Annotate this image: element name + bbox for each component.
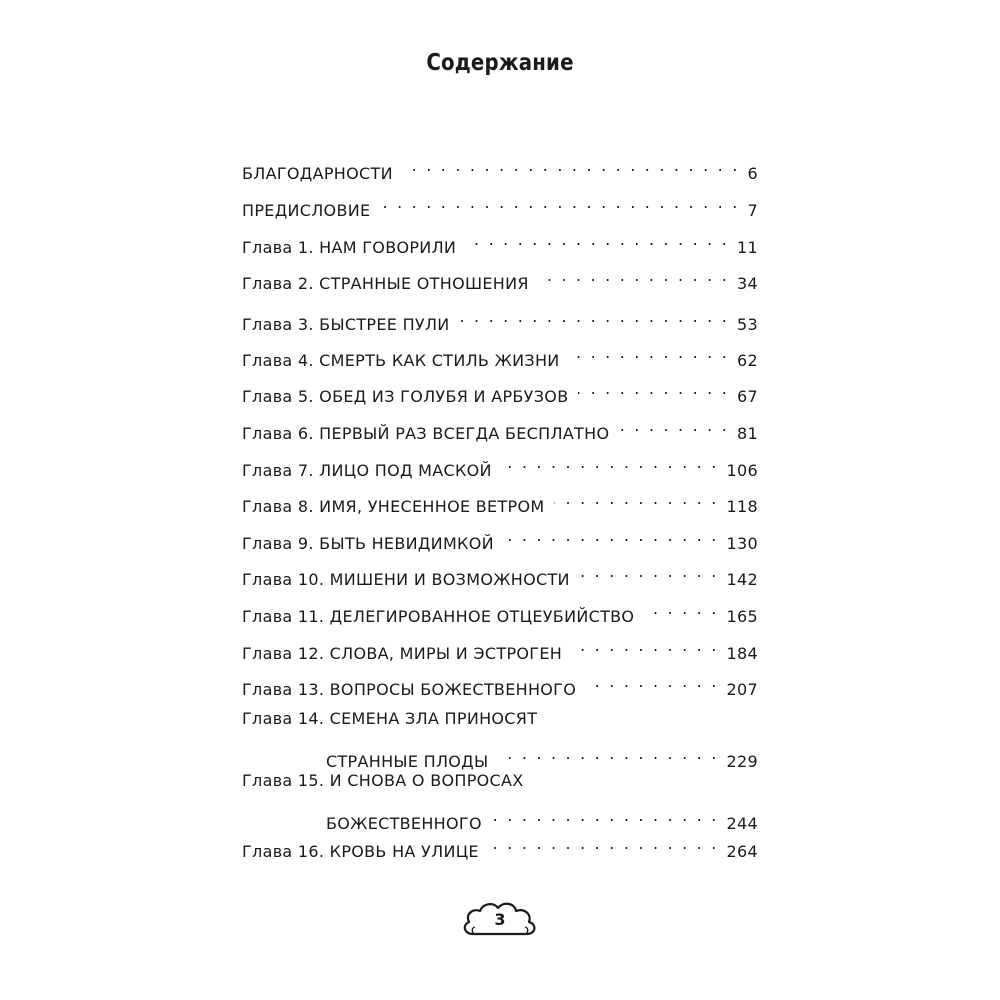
toc-entry-chapter-12[interactable] (242, 632, 758, 663)
toc-entry-title: БЫСТРЕЕ ПУЛИ (319, 315, 450, 334)
toc-entry-chapter-4[interactable] (242, 339, 758, 370)
dot-leader (380, 189, 739, 216)
toc-chapter-label: Глава 12. (242, 644, 325, 663)
dot-leader (578, 375, 729, 402)
toc-entry-chapter-8[interactable] (242, 485, 758, 516)
dot-leader (554, 485, 718, 512)
dot-leader (504, 522, 719, 549)
toc-chapter-label: Глава 4. (242, 351, 314, 370)
toc-chapter-label: Глава 9. (242, 534, 314, 553)
toc-chapter-label: Глава 3. (242, 315, 314, 334)
toc-entry-acknowledgements[interactable] (242, 152, 758, 183)
toc-page-number: 207 (726, 680, 758, 699)
dot-leader (460, 303, 729, 330)
toc-entry-chapter-2[interactable] (242, 262, 758, 293)
dot-leader (403, 152, 740, 179)
dot-leader (492, 802, 719, 829)
toc-page-number: 142 (726, 570, 758, 589)
toc-entry-chapter-10[interactable] (242, 558, 758, 589)
toc-entry-chapter-15[interactable] (242, 767, 758, 833)
toc-page-number: 244 (726, 814, 758, 833)
toc-entry-preface[interactable] (242, 189, 758, 220)
toc-entry-title: СМЕРТЬ КАК СТИЛЬ ЖИЗНИ (319, 351, 560, 370)
toc-chapter-label: Глава 10. (242, 570, 325, 589)
toc-entry-chapter-13[interactable] (242, 668, 758, 699)
toc-page-number: 229 (726, 752, 758, 771)
toc-page-number: 130 (726, 534, 758, 553)
toc-chapter-label: Глава 11. (242, 607, 325, 626)
dot-leader (489, 830, 719, 857)
toc-entry-title: И СНОВА О ВОПРОСАХ (329, 771, 524, 790)
dot-leader (580, 558, 719, 585)
toc-entry-chapter-7[interactable] (242, 449, 758, 480)
toc-entry-title-continued: СТРАННЫЕ ПЛОДЫ (326, 752, 489, 771)
toc-entry-title: СЛОВА, МИРЫ И ЭСТРОГЕН (329, 644, 563, 663)
toc-entry-title: ПЕРВЫЙ РАЗ ВСЕГДА БЕСПЛАТНО (319, 424, 610, 443)
toc-entry-title: ЛИЦО ПОД МАСКОЙ (319, 461, 492, 480)
toc-entry-chapter-1[interactable] (242, 226, 758, 257)
dot-leader (498, 740, 718, 767)
toc-page-number: 53 (737, 315, 758, 334)
toc-page-number: 81 (737, 424, 758, 443)
toc-entry-title: ИМЯ, УНЕСЕННОЕ ВЕТРОМ (319, 497, 545, 516)
toc-entry-title: БЫТЬ НЕВИДИМКОЙ (319, 534, 494, 553)
toc-page-number: 106 (726, 461, 758, 480)
toc-chapter-label: Глава 7. (242, 461, 314, 480)
toc-chapter-label: Глава 1. (242, 238, 314, 257)
toc-chapter-label: Глава 5. (242, 387, 314, 406)
dot-leader (586, 668, 718, 695)
dot-leader (502, 449, 719, 476)
toc-entry-chapter-6[interactable] (242, 412, 758, 443)
toc-entry-chapter-5[interactable] (242, 375, 758, 406)
toc-entry-chapter-3[interactable] (242, 303, 758, 334)
toc-chapter-label: Глава 2. (242, 274, 314, 293)
toc-page-number: 34 (737, 274, 758, 293)
page-number: 3 (494, 910, 506, 929)
toc-entry-title: ВОПРОСЫ БОЖЕСТВЕННОГО (329, 680, 577, 699)
toc-chapter-label: Глава 6. (242, 424, 314, 443)
toc-page-number: 165 (726, 607, 758, 626)
toc-entry-title: СТРАННЫЕ ОТНОШЕНИЯ (319, 274, 529, 293)
dot-leader (644, 595, 718, 622)
toc-entry-chapter-11[interactable] (242, 595, 758, 626)
toc-page-number: 7 (747, 201, 758, 220)
toc-entry-title: ДЕЛЕГИРОВАННОЕ ОТЦЕУБИЙСТВО (329, 607, 635, 626)
toc-entry-title: СЕМЕНА ЗЛА ПРИНОСЯТ (329, 709, 538, 728)
toc-entry-title-continued: БОЖЕСТВЕННОГО (326, 814, 482, 833)
toc-entry-chapter-16[interactable] (242, 830, 758, 861)
page-title: Содержание (426, 50, 574, 76)
toc-page-number: 118 (726, 497, 758, 516)
toc-entry-chapter-9[interactable] (242, 522, 758, 553)
toc-page-number: 6 (747, 164, 758, 183)
dot-leader (539, 262, 729, 289)
toc-chapter-label: Глава 14. (242, 709, 325, 728)
toc-chapter-label: Глава 8. (242, 497, 314, 516)
toc-entry-title: КРОВЬ НА УЛИЦЕ (329, 842, 479, 861)
toc-page-number: 11 (737, 238, 758, 257)
toc-chapter-label: Глава 16. (242, 842, 325, 861)
toc-page-number: 184 (726, 644, 758, 663)
toc-entry-title: ПРЕДИСЛОВИЕ (242, 201, 371, 220)
toc-entry-title: МИШЕНИ И ВОЗМОЖНОСТИ (329, 570, 570, 589)
dot-leader (572, 632, 718, 659)
toc-page-number: 67 (737, 387, 758, 406)
toc-page-number: 62 (737, 351, 758, 370)
toc-entry-title: БЛАГОДАРНОСТИ (242, 164, 393, 183)
toc-entry-title: НАМ ГОВОРИЛИ (319, 238, 457, 257)
toc-entry-chapter-14[interactable] (242, 705, 758, 771)
dot-leader (570, 339, 729, 366)
toc-entry-title: ОБЕД ИЗ ГОЛУБЯ И АРБУЗОВ (319, 387, 569, 406)
dot-leader (466, 226, 729, 253)
toc-page-number: 264 (726, 842, 758, 861)
dot-leader (619, 412, 729, 439)
toc-chapter-label: Глава 13. (242, 680, 325, 699)
toc-chapter-label: Глава 15. (242, 771, 325, 790)
